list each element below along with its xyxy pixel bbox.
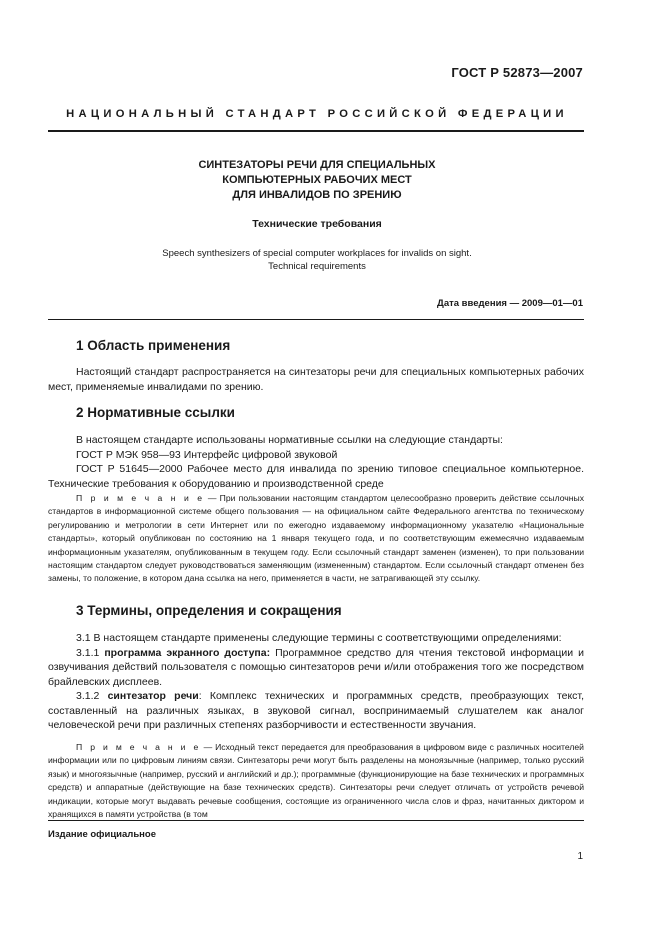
effective-date: Дата введения — 2009—01—01: [437, 298, 583, 309]
term-3-1-1-term: программа экранного доступа:: [104, 646, 271, 659]
term-3-1-2-number: 3.1.2: [76, 690, 108, 702]
term-3-1-2-term: синтезатор речи: [107, 690, 199, 702]
section-2-note: [48, 492, 584, 586]
reference-2: ГОСТ Р 51645—2000 Рабочее место для инвалида по зрению типовое специальное компьютерное. Технические требования к оборудованию и производственной среде: [48, 463, 584, 490]
date-rule: [48, 319, 584, 320]
footer-rule: [48, 820, 584, 821]
section-3-heading: 3 Термины, определения и сокращения: [76, 603, 342, 618]
references-intro: В настоящем стандарте использованы нормативные ссылки на следующие стандарты:: [76, 434, 503, 446]
section-1-text: [48, 365, 584, 394]
note-label: П р и м е ч а н и е: [76, 742, 201, 752]
national-standard-banner: НАЦИОНАЛЬНЫЙ СТАНДАРТ РОССИЙСКОЙ ФЕДЕРАЦИИ: [66, 108, 568, 120]
section-3-text: [48, 631, 584, 733]
english-title-line-1: Speech synthesizers of special computer workplaces for invalids on sight.: [162, 248, 472, 259]
document-number: ГОСТ Р 52873—2007: [451, 65, 583, 80]
title-line-2: КОМПЬЮТЕРНЫХ РАБОЧИХ МЕСТ: [222, 174, 412, 186]
title-line-3: ДЛЯ ИНВАЛИДОВ ПО ЗРЕНИЮ: [232, 189, 402, 201]
english-title-line-2: Technical requirements: [268, 261, 366, 272]
section-1-paragraph: Настоящий стандарт распространяется на синтезаторы речи для специальных компьютерных рабочих мест, применяемые инвалидами по зрению.: [48, 366, 584, 393]
section-1-heading: 1 Область применения: [76, 338, 231, 353]
document-subtitle: Технические требования: [252, 218, 382, 230]
section-3-note: [48, 741, 584, 821]
page-number: 1: [577, 851, 583, 862]
term-3-1-2-definition: : Комплекс технических и программных средств, преобразующих текст, составленный на различных языках, в звуковой сигнал, воспринимаемый слушателем как аналог человеческой речи при различных степенях разборчивости и естественности звучания.: [48, 690, 584, 731]
note-label: П р и м е ч а н и е: [76, 493, 205, 503]
term-3-1-1-definition: Программное средство для чтения текстовой информации и озвучивания действий пользователя с помощью синтезаторов речи и/или отображения того же посредством брайлевских дисплеев.: [48, 646, 584, 688]
edition-label: Издание официальное: [48, 829, 156, 840]
document-title: [48, 158, 586, 203]
clause-3-1: 3.1 В настоящем стандарте применены следующие термины с соответствующими определениями:: [76, 632, 562, 644]
term-3-1-2: [48, 689, 584, 733]
section-2-heading: 2 Нормативные ссылки: [76, 405, 235, 420]
reference-1: ГОСТ Р МЭК 958—93 Интерфейс цифровой звуковой: [76, 448, 338, 461]
section-2-text: [48, 433, 584, 491]
term-3-1-1-number: 3.1.1: [76, 646, 105, 659]
title-line-1: СИНТЕЗАТОРЫ РЕЧИ ДЛЯ СПЕЦИАЛЬНЫХ: [198, 159, 436, 171]
term-3-1-1: [48, 646, 584, 690]
note-text: — Исходный текст передается для преобразования в цифровом виде с различных носителей информации или по цифровым линиям связи. Синтезаторы речи могут быть разделены на моноязычные (например, только русский язык) и многоязычные (например, русский и английский и др.); программные (функционирующие на базе технических и программных средств) и аппаратные (действующие на базе технических средств). Синтезаторы речи следует отличать от устройств речевой индикации, которые могут выдавать речевые сообщения, состоящие из ограниченного числа слов и фраз, начитанных диктором и хранящихся в памяти устройства (в том: [48, 742, 584, 820]
header-rule: [48, 130, 584, 132]
note-text: — При пользовании настоящим стандартом целесообразно проверить действие ссылочных стандартов в информационной системе общего пользования — на официальном сайте Федерального агентства по техническому регулированию и метрологии в сети Интернет или по ежегодно издаваемому информационному указателю «Национальные стандарты», который опубликован по состоянию на 1 января текущего года, и по соответствующим ежемесячно издаваемым информационным указателям, опубликованным в текущем году. Если ссылочный стандарт заменен (изменен), то при пользовании настоящим стандартом следует руководствоваться заменяющим (измененным) стандартом. Если ссылочный стандарт отменен без замены, то положение, в котором дана ссылка на него, применяется в части, не затрагивающей эту ссылку.: [48, 493, 585, 584]
english-title: [48, 247, 586, 273]
